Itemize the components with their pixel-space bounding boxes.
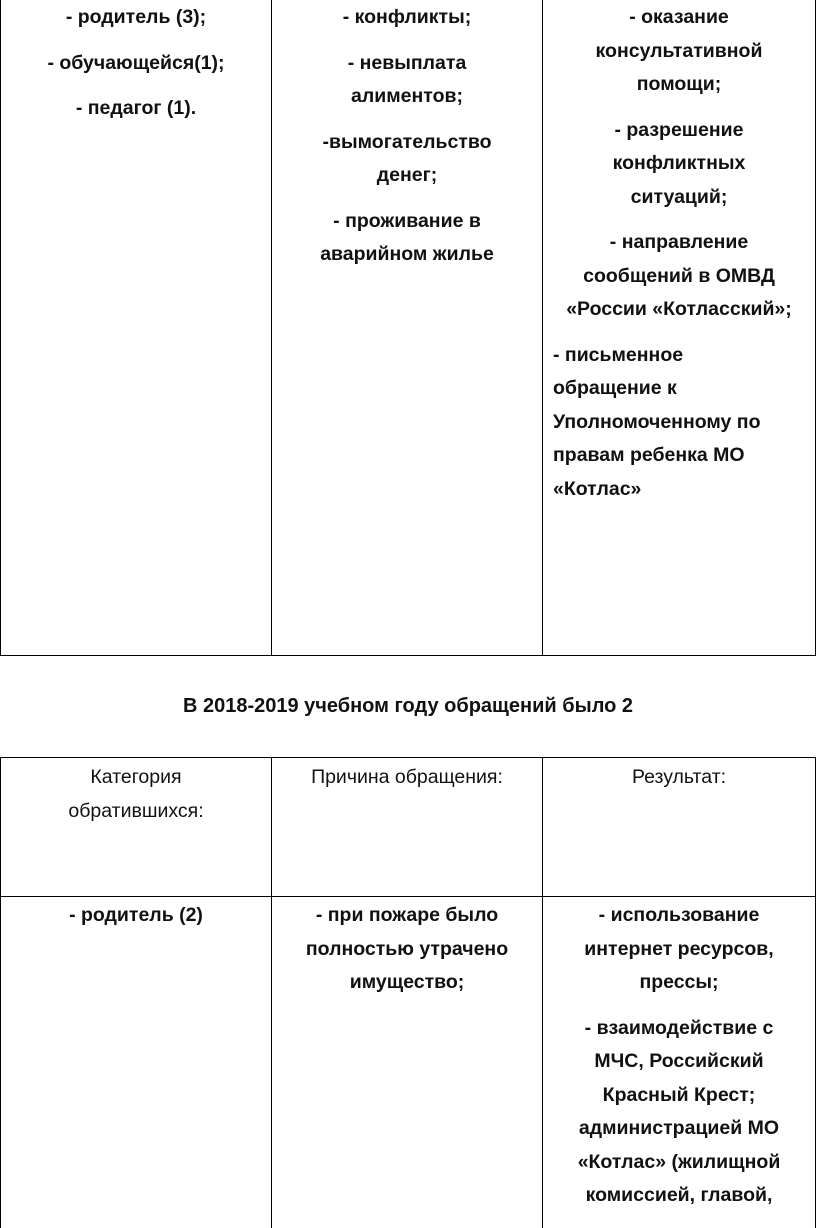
table-2-header-separator — [0, 896, 816, 897]
column-header: Результат: — [631, 766, 727, 788]
table-2-cell-result — [543, 899, 815, 1213]
result-item: - оказание консультативной помощи; — [595, 6, 763, 95]
table-2 — [0, 757, 816, 1228]
category-item: - родитель (2) — [69, 904, 203, 926]
reason-item: - при пожаре было полностью утрачено имущество; — [305, 904, 509, 993]
section-heading: В 2018-2019 учебном году обращений было 2 — [182, 695, 634, 717]
table-1-cell-reason — [272, 1, 542, 272]
table-2-cell-reason — [272, 899, 542, 1000]
category-item: - родитель (3); — [65, 6, 207, 28]
result-item: - использование интернет ресурсов, прессы; — [584, 904, 774, 993]
table-2-header-reason — [272, 761, 542, 795]
reason-item: - конфликты; — [342, 6, 472, 28]
result-item: - разрешение конфликтных ситуаций; — [612, 118, 746, 208]
result-item: - письменное обращение к Уполномоченному по правам ребенка МО «Котлас» — [553, 343, 761, 500]
category-item: - обучающейся(1); — [47, 51, 225, 74]
reason-item: - невыплата алиментов; — [347, 51, 467, 107]
result-item: - направление сообщений в ОМВД «России «Котласский»; — [566, 231, 792, 320]
table-2-header-category — [1, 761, 271, 828]
table-2-top-border — [0, 757, 816, 758]
reason-item: - проживание в аварийном жилье — [320, 209, 494, 265]
table-2-header-result — [543, 761, 815, 795]
column-header: Причина обращения: — [311, 766, 503, 788]
result-item: - взаимодействие с МЧС, Российский Красный Крест; администрацией МО «Котлас» (жилищной комиссией, главой, — [577, 1016, 781, 1206]
table-1-bottom-border — [0, 655, 816, 656]
table-1-cell-category — [1, 1, 271, 126]
table-1-cell-result — [543, 1, 815, 506]
reason-item: -вымогательство денег; — [322, 130, 492, 186]
table-2-cell-category — [1, 899, 271, 933]
column-header: Категория обратившихся: — [68, 766, 204, 822]
category-item: - педагог (1). — [75, 97, 197, 119]
